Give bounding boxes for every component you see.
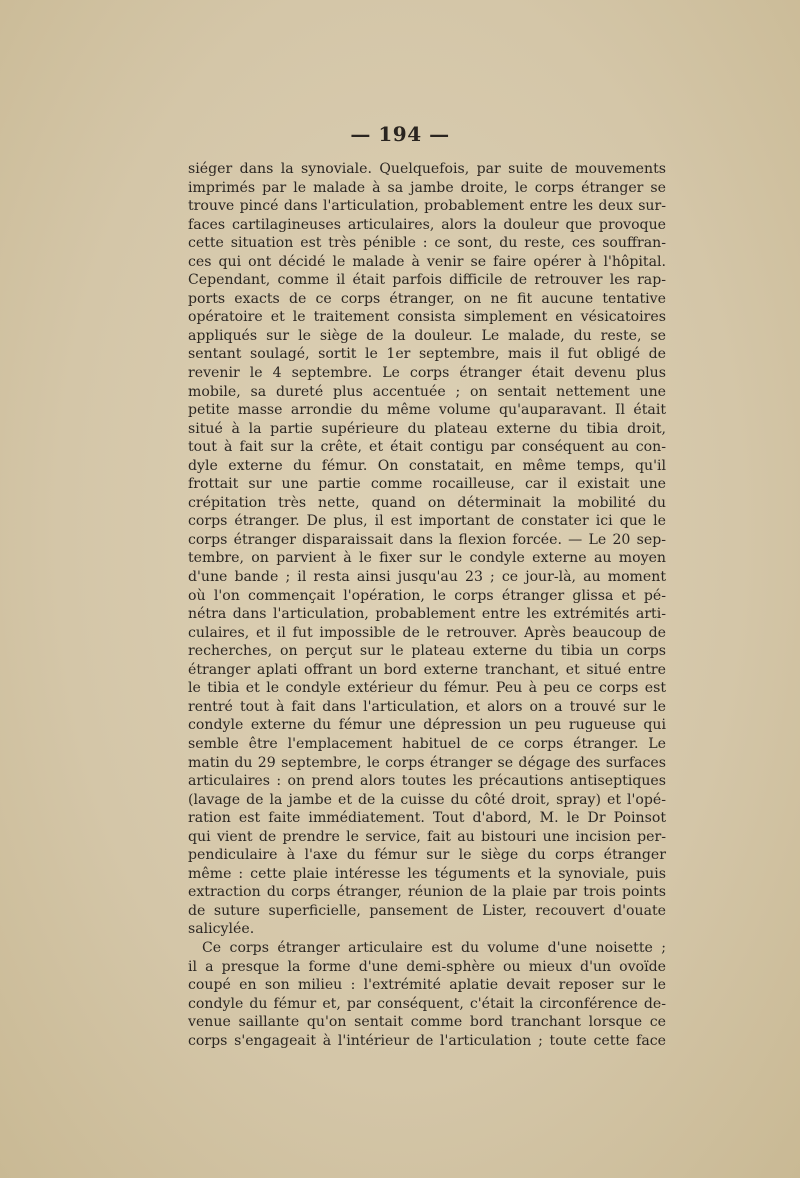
text-line: petite masse arrondie du même volume qu'auparavant. Il était (188, 402, 666, 419)
text-line: même : cette plaie intéresse les téguments et la synoviale, puis (188, 865, 666, 882)
text-line: d'une bande ; il resta ainsi jusqu'au 23 ; ce jour-là, au moment (188, 569, 666, 586)
text-line: matin du 29 septembre, le corps étranger se dégage des surfaces (188, 754, 666, 771)
text-line: ces qui ont décidé le malade à venir se faire opérer à l'hôpital. (188, 253, 666, 270)
text-line: Cependant, comme il était parfois difficile de retrouver les rap- (188, 272, 666, 289)
text-line: le tibia et le condyle extérieur du fémur. Peu à peu ce corps est (188, 680, 666, 697)
text-line: articulaires : on prend alors toutes les précautions antiseptiques (188, 773, 666, 790)
text-line: extraction du corps étranger, réunion de la plaie par trois points (188, 884, 666, 901)
text-line: opératoire et le traitement consista simplement en vésicatoires (188, 309, 666, 326)
text-line: imprimés par le malade à sa jambe droite, le corps étranger se (188, 179, 666, 196)
text-line: crépitation très nette, quand on déterminait la mobilité du (188, 494, 666, 511)
text-line: ports exacts de ce corps étranger, on ne fit aucune tentative (188, 290, 666, 307)
text-line: corps s'engageait à l'intérieur de l'articulation ; toute cette face (188, 1032, 666, 1049)
text-line: coupé en son milieu : l'extrémité aplatie devait reposer sur le (188, 977, 666, 994)
text-line: sentant soulagé, sortit le 1er septembre, mais il fut obligé de (188, 346, 666, 363)
text-line: semble être l'emplacement habituel de ce corps étranger. Le (188, 735, 666, 752)
text-line: frottait sur une partie comme rocailleuse, car il existait une (188, 476, 666, 493)
text-line: ration est faite immédiatement. Tout d'abord, M. le Dr Poinsot (188, 810, 666, 827)
text-line: condyle externe du fémur une dépression un peu rugueuse qui (188, 717, 666, 734)
text-line: (lavage de la jambe et de la cuisse du côté droit, spray) et l'opé- (188, 791, 666, 808)
text-line: salicylée. (188, 921, 255, 938)
text-line: dyle externe du fémur. On constatait, en même temps, qu'il (188, 457, 666, 474)
text-line: cette situation est très pénible : ce sont, du reste, ces souffran- (188, 235, 666, 252)
text-line: siéger dans la synoviale. Quelquefois, par suite de mouvements (188, 161, 666, 177)
text-line: condyle du fémur et, par conséquent, c'était la circonférence de- (188, 995, 666, 1012)
page-number: — 194 — (350, 122, 450, 146)
text-line: recherches, on perçut sur le plateau externe du tibia un corps (188, 643, 666, 660)
text-line: corps étranger disparaissait dans la flexion forcée. — Le 20 sep- (188, 531, 666, 548)
text-line: faces cartilagineuses articulaires, alors la douleur que provoque (188, 216, 666, 233)
text-line: appliqués sur le siège de la douleur. Le malade, du reste, se (188, 327, 666, 344)
text-line: où l'on commençait l'opération, le corps étranger glissa et pé- (188, 587, 666, 604)
text-line: trouve pincé dans l'articulation, probablement entre les deux sur- (188, 198, 666, 215)
text-line: tembre, on parvient à le fixer sur le condyle externe au moyen (188, 550, 666, 567)
text-line: tout à fait sur la crête, et était contigu par conséquent au con- (188, 439, 666, 456)
text-line: Ce corps étranger articulaire est du volume d'une noisette ; (202, 939, 666, 956)
text-line: situé à la partie supérieure du plateau externe du tibia droit, (188, 420, 666, 437)
text-line: culaires, et il fut impossible de le retrouver. Après beaucoup de (188, 624, 666, 641)
text-line: de suture superficielle, pansement de Lister, recouvert d'ouate (188, 902, 666, 919)
body-text (188, 160, 666, 1050)
text-line: rentré tout à fait dans l'articulation, et alors on a trouvé sur le (188, 698, 666, 715)
text-line: pendiculaire à l'axe du fémur sur le siège du corps étranger (188, 847, 666, 864)
text-line: étranger aplati offrant un bord externe tranchant, et situé entre (188, 661, 666, 678)
text-line: nétra dans l'articulation, probablement entre les extrémités arti- (188, 606, 666, 623)
text-line: revenir le 4 septembre. Le corps étranger était devenu plus (188, 365, 666, 382)
text-line: qui vient de prendre le service, fait au bistouri une incision per- (188, 828, 666, 845)
text-line: mobile, sa dureté plus accentuée ; on sentait nettement une (188, 383, 666, 400)
text-line: il a presque la forme d'une demi-sphère ou mieux d'un ovoïde (188, 958, 666, 975)
text-line: corps étranger. De plus, il est important de constater ici que le (188, 513, 666, 530)
text-line: venue saillante qu'on sentait comme bord tranchant lorsque ce (188, 1014, 666, 1031)
